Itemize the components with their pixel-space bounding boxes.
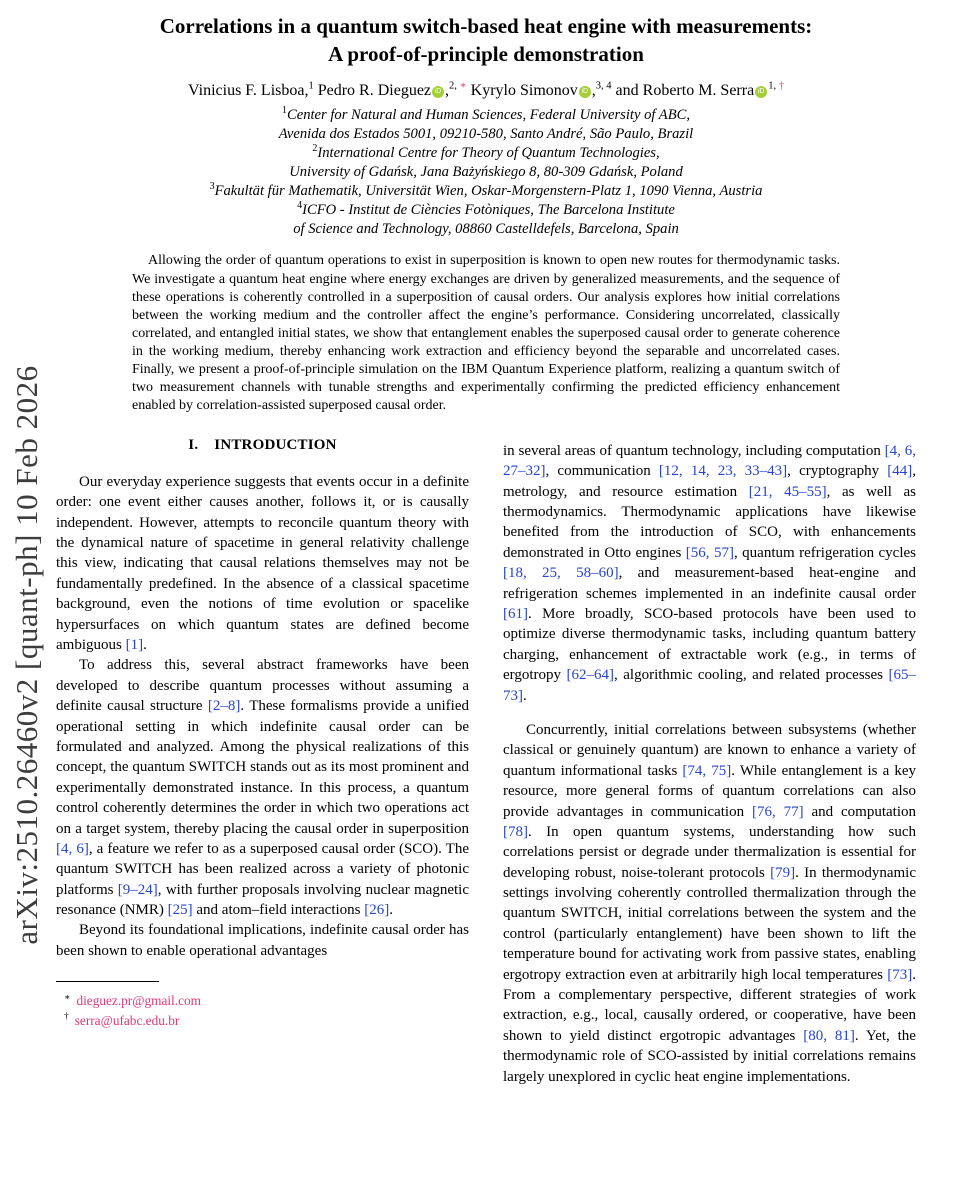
footnote-rule: [56, 981, 159, 982]
citation-link[interactable]: [44]: [887, 463, 913, 480]
paper-title-line-2: A proof-of-principle demonstration: [328, 42, 644, 67]
footnote-mark: †: [64, 1012, 69, 1023]
authors-line: Vinicius F. Lisboa,$^1$ Pedro R. Dieguez iD ,$^{2,}$ ∗ Kyrylo Simonov iD ,$^{3, 4}$ and Roberto M. Serra iD $^{1,}$ †: [188, 80, 784, 99]
affiliation-line: [56, 220, 916, 239]
orcid-icon[interactable]: iD: [755, 86, 767, 98]
affiliation-text: Avenida dos Estados 5001, 09210-580, Santo André, São Paulo, Brazil: [278, 125, 694, 142]
footnote-mark: ∗: [64, 992, 71, 1003]
citation-link[interactable]: [61]: [503, 606, 528, 623]
citation-link[interactable]: [26]: [364, 902, 390, 919]
author-affiliation-sup: 1: [308, 80, 314, 92]
author-affiliation-sup: 3, 4: [595, 80, 612, 92]
footnote-area: [56, 981, 469, 1030]
paragraph: Beyond its foundational implications, indefinite causal order has been shown to enable operational advantages: [56, 922, 469, 959]
two-column-body: [56, 429, 916, 1087]
citation-link[interactable]: [21, 45–55]: [748, 483, 827, 500]
citation-link[interactable]: [79]: [770, 864, 796, 881]
citation-link[interactable]: [76, 77]: [751, 803, 804, 820]
affiliation-line: [56, 163, 916, 182]
email-link[interactable]: dieguez.pr@gmail.com: [76, 993, 201, 1009]
citation-link[interactable]: [12, 14, 23, 33–43]: [658, 463, 788, 480]
citation-link[interactable]: [2–8]: [207, 698, 241, 715]
footnote-line: [56, 991, 469, 1010]
citation-link[interactable]: [1]: [125, 637, 144, 654]
citation-link[interactable]: [74, 75]: [682, 762, 732, 779]
affiliation-text: International Centre for Theory of Quantum Technologies,: [317, 144, 660, 161]
affiliation-line: [56, 106, 916, 125]
paragraph: Our everyday experience suggests that events occur in a definite order: one event either causes another, follows it, or is causally independent. However, attempts to reconcile quantum theory with the dynamical nature of spacetime in general relativity challenge this view, indicating that causal relations themselves may not be fundamentally predefined. In the absence of a classical spacetime background, even the notions of time evolution or spacelike hypersurfaces on which quantum states are defined become ambiguous [1].: [56, 473, 469, 654]
email-link[interactable]: serra@ufabc.edu.br: [74, 1012, 180, 1028]
affiliations-block: [56, 106, 916, 239]
footnote-line: [56, 1011, 469, 1030]
right-column: [503, 429, 916, 1087]
affiliation-line: [56, 144, 916, 163]
affiliation-line: [56, 201, 916, 220]
citation-link[interactable]: [62–64]: [566, 667, 615, 684]
citation-link[interactable]: [9–24]: [117, 881, 158, 898]
paper-title: [56, 12, 916, 69]
arxiv-watermark: arXiv:2510.26460v2 [quant-ph] 10 Feb 2026: [9, 365, 44, 945]
affiliation-sup: 4: [297, 199, 303, 211]
left-column: [56, 429, 469, 1087]
affiliation-text: University of Gdańsk, Jana Bażyńskiego 8, 80-309 Gdańsk, Poland: [289, 163, 683, 180]
affiliation-text: Center for Natural and Human Sciences, Federal University of ABC,: [286, 106, 691, 123]
orcid-icon[interactable]: iD: [432, 86, 444, 98]
citation-link[interactable]: [4, 6]: [56, 840, 89, 857]
footnote-mark-link[interactable]: †: [778, 80, 784, 92]
section-number: I.: [188, 436, 199, 453]
affiliation-sup: 1: [281, 104, 287, 116]
citation-link[interactable]: [65–73]: [503, 667, 916, 704]
citation-link[interactable]: [4, 6, 27–32]: [503, 442, 916, 480]
citation-link[interactable]: [18, 25, 58–60]: [503, 565, 619, 582]
affiliation-text: Fakultät für Mathematik, Universität Wien, Oskar-Morgenstern-Platz 1, 1090 Vienna, Austria: [214, 182, 763, 199]
paragraph: in several areas of quantum technology, including computation [4, 6, 27–32], communication [12, 14, 23, 33–43], cryptography [44], metrology, and resource estimation [21, 45–55], as well as thermodynamics. Thermodynamic applications have likewise benefited from the introduction of SCO, with enhancements demonstrated in Otto engines [56, 57], quantum refrigeration cycles [18, 25, 58–60], and measurement-based heat-engine and refrigeration schemes implemented in an indefinite causal order [61]. More broadly, SCO-based protocols have been used to optimize diverse thermodynamic tasks, including quantum battery charging, enhancement of extractable work (e.g., in terms of ergotropy [62–64], algorithmic cooling, and related processes [65–73].: [503, 442, 917, 704]
section-title: INTRODUCTION: [214, 436, 337, 453]
affiliation-sup: 3: [209, 180, 215, 192]
citation-link[interactable]: [80, 81]: [803, 1027, 855, 1044]
citation-link[interactable]: [25]: [167, 902, 193, 919]
affiliation-line: [56, 125, 916, 144]
affiliation-sup: 2: [312, 142, 318, 154]
paragraph: To address this, several abstract frameworks have been developed to describe quantum processes without assuming a definite causal structure [2–8]. These formalisms provide a unified operational setting in which indefinite causal order can be formulated and analyzed. Among the physical realizations of this concept, the quantum SWITCH stands out as its most prominent and experimentally demonstrated instance. In this process, a quantum control coherently determines the order in which two operations act on a target system, thereby placing the causal order in superposition [4, 6], a feature we refer to as a superposed causal order (SCO). The quantum SWITCH has been realized across a variety of photonic platforms [9–24], with further proposals involving nuclear magnetic resonance (NMR) [25] and atom–field interactions [26].: [56, 657, 469, 919]
citation-link[interactable]: [56, 57]: [685, 544, 734, 561]
affiliation-text: ICFO - Institut de Ciències Fotòniques, The Barcelona Institute: [302, 201, 675, 218]
citation-link[interactable]: [73]: [887, 966, 913, 983]
footnote-mark-link[interactable]: ∗: [459, 80, 467, 92]
affiliation-text: of Science and Technology, 08860 Castelldefels, Barcelona, Spain: [293, 220, 679, 237]
paragraph: Concurrently, initial correlations between subsystems (whether classical or genuinely quantum) are known to enhance a variety of quantum informational tasks [74, 75]. While entanglement is a key resource, more general forms of quantum correlations can also provide advantages in communication [76, 77] and computation [78]. In open quantum systems, understanding how such correlations persist or degrade under thermalization is essential for developing robust, noise-tolerant protocols [79]. In thermodynamic settings involving coherently controlled thermalization through the quantum SWITCH, initial correlations between the system and the control (particularly entanglement) have been shown to lift the temperature bound for activating work from passive states, enabling ergotropy extraction even at arbitrarily high local temperatures [73]. From a complementary perspective, different strategies of work extraction, e.g., local, causally ordered, or cooperative, have been shown to yield distinct ergotropic advantages [80, 81]. Yet, the thermodynamic role of SCO-assisted by initial correlations remains largely unexplored in cyclic heat engine implementations.: [503, 721, 916, 1085]
author-affiliation-sup: 1,: [768, 80, 779, 92]
author-affiliation-sup: 2,: [449, 80, 460, 92]
orcid-icon[interactable]: iD: [579, 86, 591, 98]
paper-title-line-1: Correlations in a quantum switch-based heat engine with measurements:: [159, 14, 813, 38]
citation-link[interactable]: [78]: [503, 823, 528, 840]
section-heading-introduction: [56, 437, 469, 454]
affiliation-line: [56, 182, 916, 201]
abstract: Allowing the order of quantum operations to exist in superposition is known to open new routes for thermodynamic tasks. We investigate a quantum heat engine where energy exchanges are driven by generalized measurements, and the sequence of these operations is coherently controlled in a superposition of causal orders. Our analysis explores how initial correlations between the working medium and the controller affect the engine’s performance. Considering uncorrelated, classically correlated, and entangled initial states, we show that entanglement enables the superposed causal order to generate coherence in the working medium, thereby enhancing work extraction and efficiency beyond the separable and uncorrelated cases. Finally, we present a proof-of-principle simulation on the IBM Quantum Experience platform, realizing a quantum switch of two measurement channels with tunable strengths and experimentally confirming the predicted efficiency enhancement enabled by correlation-assisted superposed causal order.: [132, 253, 840, 413]
